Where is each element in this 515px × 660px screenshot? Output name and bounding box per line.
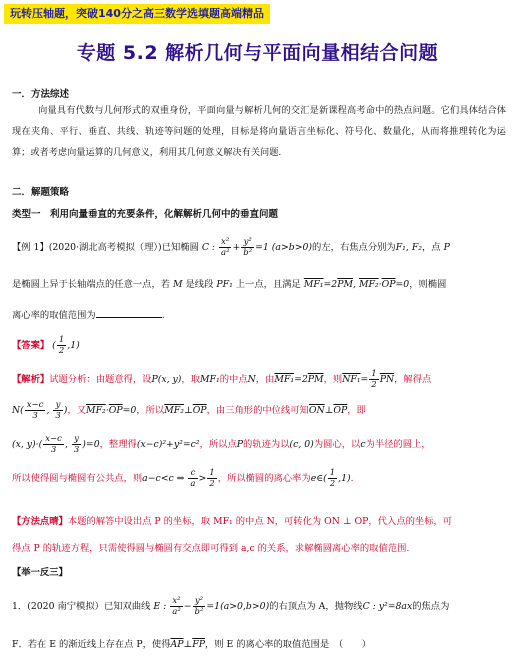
analysis-text: 所以使得圆与椭圆有公共点，则 — [12, 473, 143, 484]
practice-text: 的焦点为 — [412, 601, 450, 612]
method-label: 【方法点晴】 — [12, 516, 68, 527]
practice-text: 1．(2020 南宁模拟）已知双曲线 — [12, 601, 151, 612]
page-title: 专题 5.2 解析几何与平面向量相结合问题 — [76, 42, 439, 64]
example-text: ，则椭圆 — [409, 279, 447, 290]
method-text: 得点 P 的轨迹方程，只需使得圆与椭圆有交点即可得到 a,c 的关系，求解椭圆离心率的取值范围. — [12, 543, 410, 554]
math-expr: MF₁ — [200, 374, 220, 385]
analysis-text: ，即 — [347, 405, 366, 416]
math-expr: $MF_2\perp\overline{OP}$ — [164, 405, 207, 416]
math-expr: (x−c)²+y²=c² — [136, 439, 200, 450]
example-source: (2020·湖北高考模拟（理）) — [48, 242, 162, 253]
analysis-line3 — [12, 434, 506, 455]
method-line1 — [12, 513, 506, 527]
practice-text: F．若在 E 的渐近线上存在点 P，使得 — [12, 639, 171, 650]
math-expr: e∈( $\frac{1}{2}$ ,1) — [310, 468, 351, 489]
math-expr: c — [360, 439, 366, 450]
math-expr: (c, 0) — [289, 439, 314, 450]
parabola-equation: C : y²=8ax — [362, 601, 413, 612]
analysis-text: 为半径的圆上， — [365, 439, 431, 450]
analysis-line2 — [12, 400, 506, 421]
example-text: ，点 — [422, 242, 441, 253]
math-expr: $\overline{ON}\perp\overline{OP}$ — [308, 405, 348, 416]
analysis-text: 为圆心，以 — [313, 439, 361, 450]
answer-value: ( $\frac{1}{2}$ ,1) — [52, 335, 80, 356]
section-heading-strategies: 二．解题策略 — [12, 187, 70, 198]
answer-blank — [96, 308, 162, 318]
analysis-text: ，又 — [67, 405, 87, 416]
math-expr: $MF_1=2\overline{PM}$ — [274, 374, 324, 385]
analysis-text: ，由三角形的中位线可知 — [206, 405, 309, 416]
math-expr: a−c<c ⇒ $\frac{c}{a}$ > $\frac{1}{2}$ — [142, 468, 215, 489]
vector-condition: $MF_1=2\overline{PM}$, $MF_2\cdot\overline{OP}=0$ — [303, 279, 410, 290]
analysis-text: ，整理得 — [99, 439, 137, 450]
math-expr: (x, y)·( $\frac{x-c}{3}$ , $\frac{y}{3}$ )=0 — [12, 434, 100, 455]
example-text: 的左，右焦点分别为 — [312, 242, 396, 253]
example-label: 【例 1】 — [12, 242, 49, 253]
hyperbola-equation: E : $\frac{\text{x²}}{\text{a²}}$ − $\frac{\text{y²}}{\text{b²}}$ =1(a>0,b>0) — [153, 596, 270, 617]
example1-line3: 离心率的取值范围为 . — [12, 310, 165, 321]
analysis-text: ，由 — [255, 374, 275, 385]
analysis-text: ，所以椭圆的离心率为 — [217, 473, 311, 484]
example-text: 是椭圆上异于长轴端点的任意一点，若 — [12, 279, 171, 290]
section-methods-text — [12, 100, 506, 163]
math-expr: P — [236, 439, 244, 450]
ellipse-equation: C : $\frac{\text{x²}}{\text{a²}}$ + $\frac{\text{y²}}{\text{b²}}$ =1 (a>b>0) — [201, 237, 313, 258]
method-text: 本题的解答中设出点 P 的坐标，取 MF₁ 的中点 N，可转化为 ON ⊥ OP，代入点的坐标，可 — [67, 516, 453, 527]
foci-symbols: F₁, F₂ — [395, 242, 422, 253]
analysis-text: 试题分析：由题意得，设 — [49, 374, 152, 385]
methods-paragraph: 向量具有代数与几何形式的双重身份，平面向量与解析几何的交汇是新课程高考命中的热点问题。它们具体结合体现在夹角、平行、垂直、共线、轨迹等问题的处理，目标是将向量语言坐标化、符号化、数量化，从而将推理转化为运算；或者考虑向量运算的几何意义，利用其几何意义解决有关问题. — [12, 105, 506, 158]
analysis-text: ，则 — [323, 374, 343, 385]
analysis-text: ，所以点 — [199, 439, 237, 450]
practice-line1 — [12, 596, 506, 617]
analysis-line4: 所以使得圆与椭圆有公共点，则a−c<c ⇒ $\frac{c}{a}$ > $\frac{1}{2}$ ，所以椭圆的离心率为e∈( $\frac{1}{2}$ ,1). — [12, 468, 354, 489]
math-expr: $MF_2\cdot\overline{OP}=0$ — [86, 405, 137, 416]
analysis-text: 的轨迹为以 — [243, 439, 290, 450]
example1-line1 — [12, 237, 506, 258]
example-text: 离心率的取值范围为 — [12, 310, 96, 321]
practice-text: ，则 E 的离心率的取值范围是 （ ） — [204, 639, 372, 650]
example1-line2 — [12, 276, 506, 290]
vector-condition: $\overline{AP}\perp\overline{FP}$ — [170, 639, 205, 650]
math-expr: P(x, y) — [151, 374, 182, 385]
math-expr: N — [247, 374, 256, 385]
practice-label: 【举一反三】 — [12, 567, 68, 578]
analysis-line1 — [12, 369, 506, 390]
example-text: 是线段 — [185, 279, 214, 290]
point-symbol: M — [170, 279, 186, 290]
math-expr: N( $\frac{x-c}{3}$ , $\frac{y}{3}$ ) — [12, 400, 68, 421]
answer-line — [12, 335, 506, 356]
point-symbol: P — [440, 242, 450, 253]
practice-text: 的右顶点为 A，抛物线 — [269, 601, 363, 612]
analysis-text: ，取 — [181, 374, 201, 385]
answer-label: 【答案】 — [12, 340, 50, 351]
banner: 玩转压轴题，突破140分之高三数学选填题高端精品 — [4, 4, 270, 24]
section-heading-methods: 一．方法综述 — [12, 89, 70, 100]
math-expr: NF₁= $\frac{1}{2}$ $\overline{PN}$ — [342, 369, 395, 390]
example-text: 上一点，且满足 — [235, 279, 301, 290]
method-line2 — [12, 540, 506, 554]
segment-symbol: PF₁ — [213, 279, 236, 290]
analysis-text: 的中点 — [219, 374, 248, 385]
practice-line2 — [12, 636, 506, 650]
analysis-text: ，所以 — [136, 405, 165, 416]
type-heading: 类型一 利用向量垂直的充要条件，化解解析几何中的垂直问题 — [12, 209, 279, 220]
analysis-label: 【解析】 — [12, 374, 50, 385]
example-text: 已知椭圆 — [161, 242, 199, 253]
analysis-text: ，解得点 — [394, 374, 432, 385]
